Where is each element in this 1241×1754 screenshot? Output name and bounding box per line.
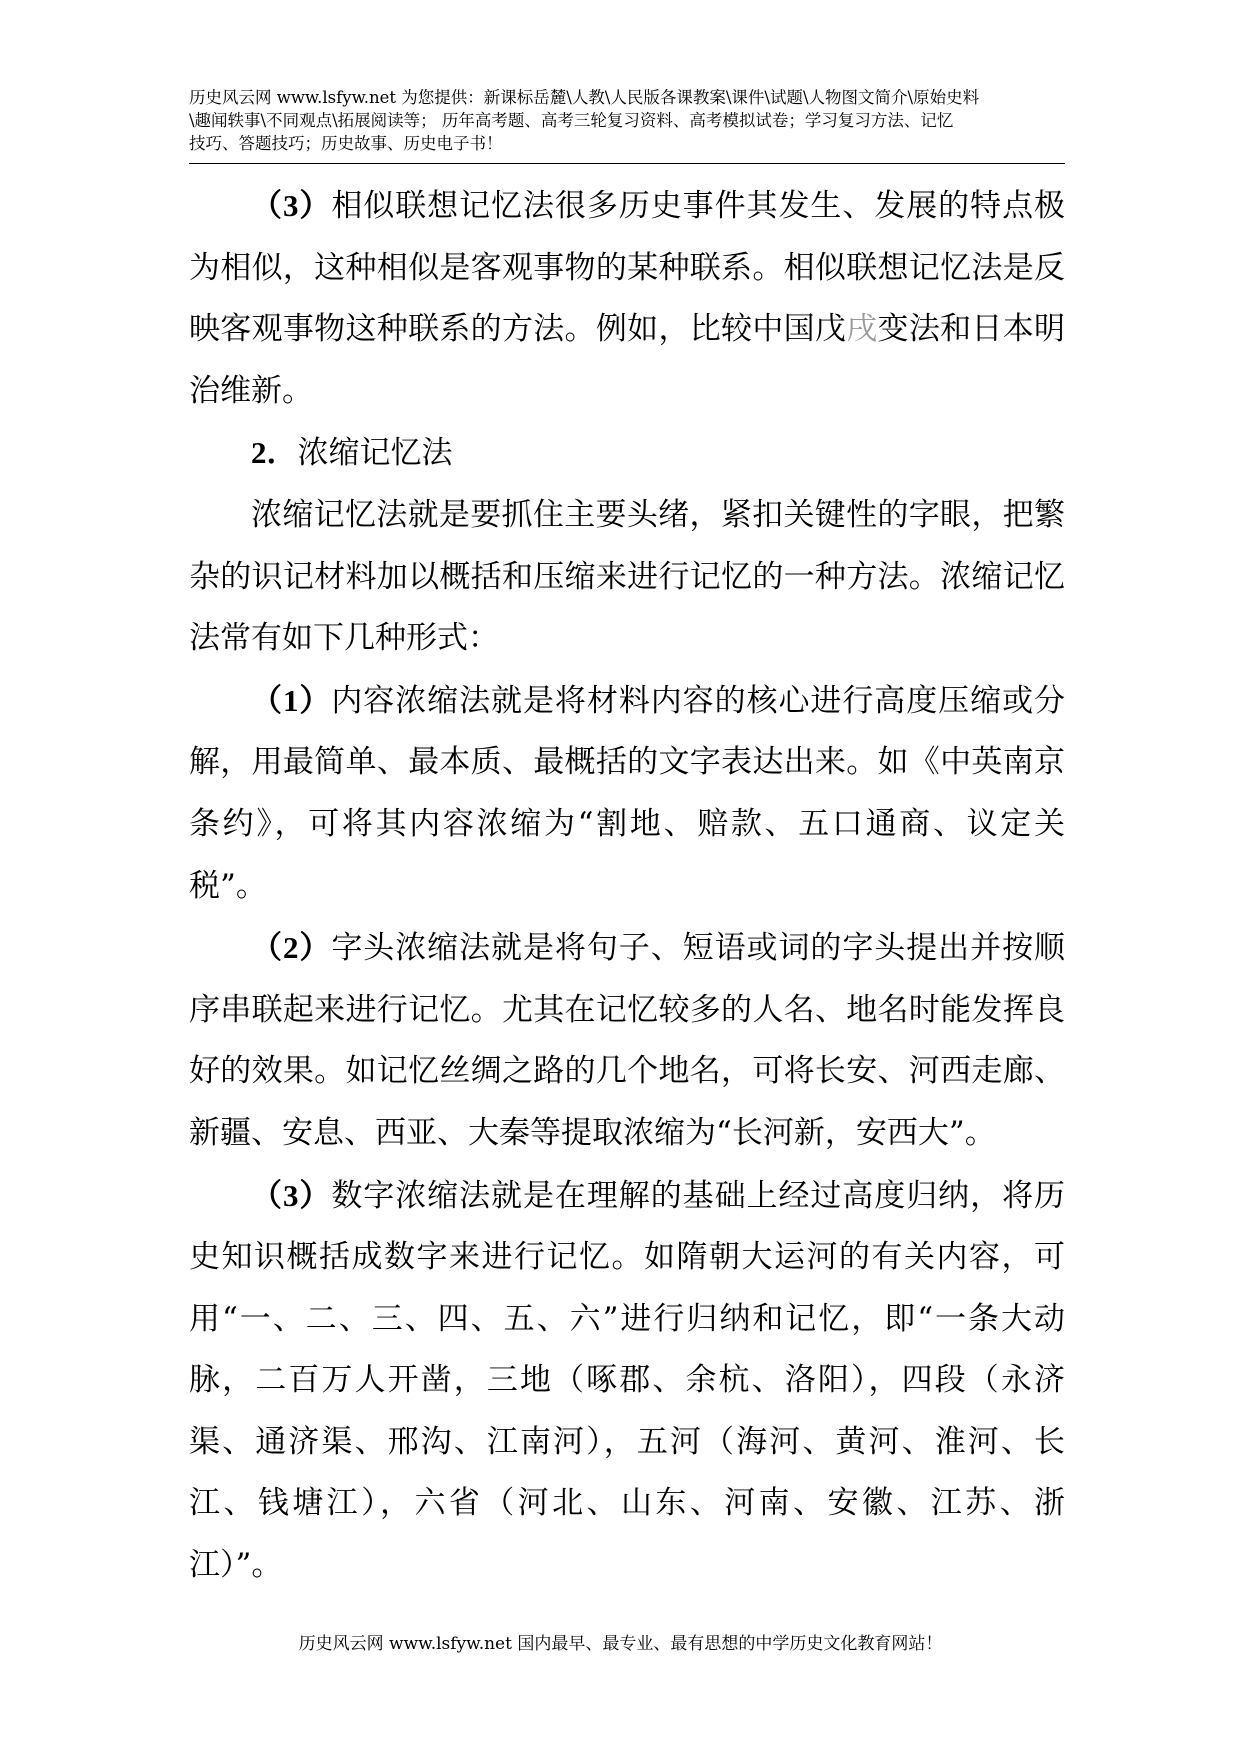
paragraph-condensed-intro: 浓缩记忆法就是要抓住主要头绪，紧扣关键性的字眼，把繁杂的识记材料加以概括和压缩来进行记忆的一种方法。浓缩记忆法常有如下几种形式： — [189, 496, 1065, 657]
header-line-2: \趣闻轶事\不同观点\拓展阅读等； 历年高考题、高考三轮复习资料、高考模拟试卷；学习复习方法、记忆 — [189, 111, 954, 130]
paragraph-number-condensing — [189, 1165, 1065, 1597]
section-heading — [189, 422, 1065, 485]
paragraph-text: 内容浓缩法就是将材料内容的核心进行高度压缩或分解，用最简单、最本质、最概括的文字表达出来。如《中英南京条约》，可将其内容浓缩为“割地、赔款、五口通商、议定关税”。 — [189, 682, 1066, 904]
paragraph-initial-condensing — [189, 917, 1065, 1164]
document-body — [189, 175, 1065, 1597]
header-line-1: 历史风云网 www.lsfyw.net 为您提供：新课标岳麓\人教\人民版各课教案\课件\试题\人物图文简介\原始史料 — [189, 88, 980, 107]
header-line-3: 技巧、答题技巧；历史故事、历史电子书！ — [189, 134, 503, 153]
paragraph-text: 字头浓缩法就是将句子、短语或词的字头提出并按顺序串联起来进行记忆。尤其在记忆较多的人名、地名时能发挥良好的效果。如记忆丝绸之路的几个地名，可将长安、河西走廊、新疆、安息、西亚、大秦等提取浓缩为“长河新，安西大”。 — [189, 930, 1066, 1151]
page-header — [189, 86, 1069, 155]
item-number: （1） — [251, 682, 332, 718]
item-number: （3） — [251, 188, 332, 223]
paragraph-text: 数字浓缩法就是在理解的基础上经过高度归纳，将历史知识概括成数字来进行记忆。如隋朝大运河的有关内容，可用“一、二、三、四、五、六”进行归纳和记忆，即“一条大动脉，二百万人开凿，三地（啄郡、余杭、洛阳），四段（永济渠、通济渠、邢沟、江南河），五河（海河、黄河、淮河、长江、钱塘江），六省（河北、山东、河南、安徽、江苏、浙江）”。 — [189, 1177, 1066, 1584]
highlighted-character: 戌 — [846, 311, 878, 348]
paragraph-text: 相似联想记忆法很多历史事件其发生、发展的特点极为相似，这种相似是客观事物的某种联系。相似联想记忆法是反映客观事物这种联系的方法。例如，比较中国戊 — [189, 188, 1066, 348]
paragraph-content-condensing — [189, 670, 1065, 917]
item-number: （2） — [251, 930, 332, 966]
header-divider — [189, 163, 1065, 164]
section-title: 浓缩记忆法 — [297, 435, 453, 472]
paragraph-text: 变法和日本明治维新。 — [189, 311, 1066, 409]
section-number: 2． — [251, 435, 298, 471]
paragraph-similar-association — [189, 175, 1065, 422]
page-footer: 历史风云网 www.lsfyw.net 国内最早、最专业、最有思想的中学历史文化教育网站！ — [298, 1634, 943, 1654]
item-number: （3） — [251, 1177, 332, 1213]
